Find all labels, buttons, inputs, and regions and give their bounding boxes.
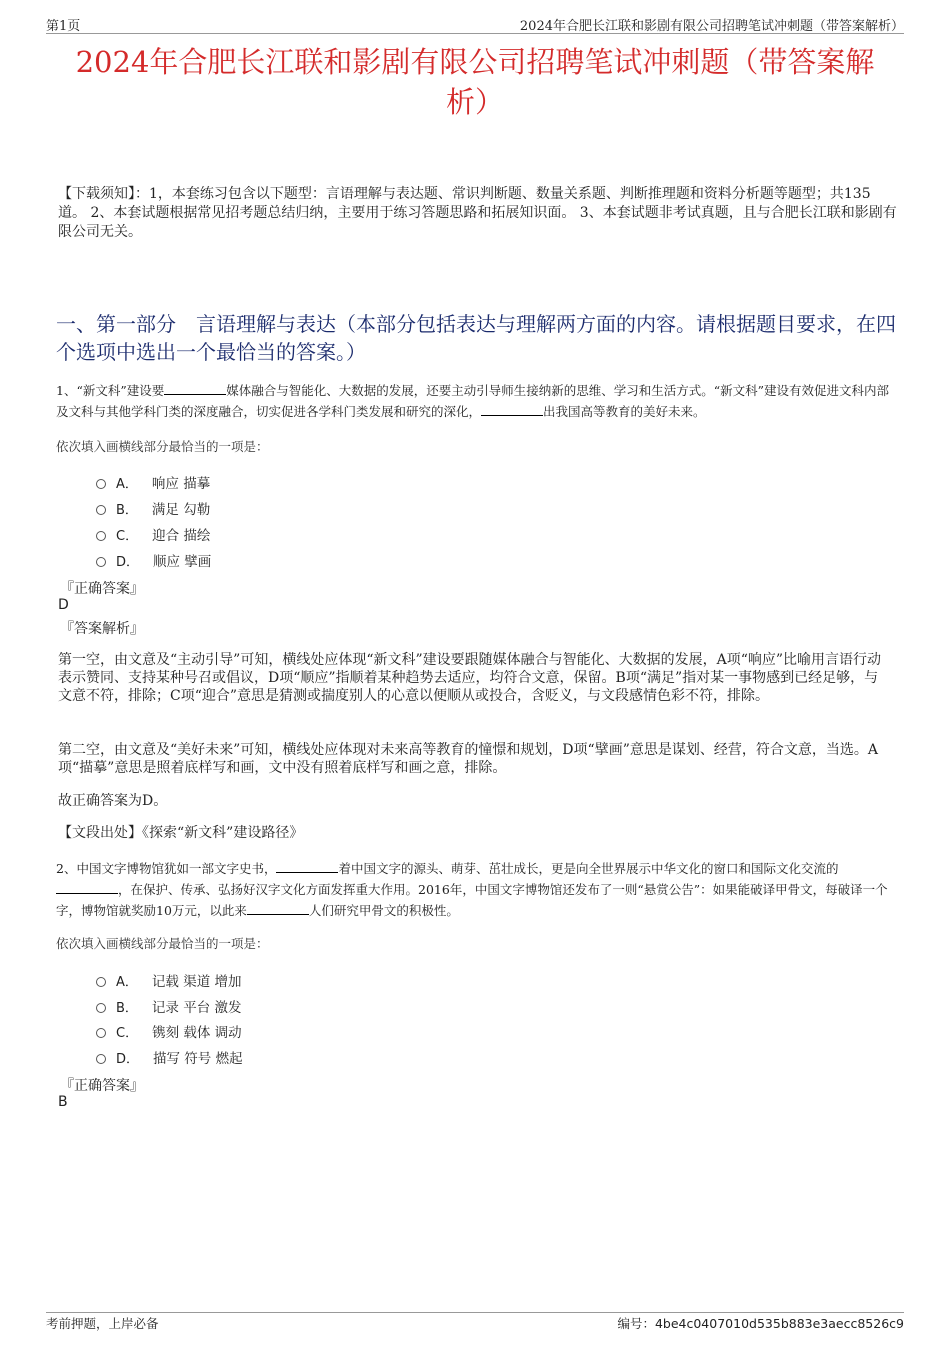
radio-icon[interactable] [96, 1054, 106, 1064]
q1-option-b[interactable] [96, 498, 210, 518]
option-letter: B． [116, 502, 138, 518]
q2-option-b[interactable] [96, 996, 242, 1016]
q2-blank-3 [247, 902, 309, 915]
q1-source: 【文段出处】《探索“新文科”建设路径》 [58, 825, 304, 841]
radio-icon[interactable] [96, 531, 106, 541]
option-letter: D． [116, 1051, 140, 1067]
q2-option-c[interactable] [96, 1021, 242, 1041]
option-text: 记载 渠道 增加 [151, 974, 242, 990]
q2-blank-1 [276, 860, 338, 873]
q1-option-d[interactable] [96, 550, 211, 570]
footer-code-label: 编号： [617, 1316, 655, 1331]
q2-option-d[interactable] [96, 1047, 243, 1067]
option-text: 镌刻 载体 调动 [152, 1025, 242, 1041]
q2-text-part-3: ，在保护、传承、弘扬好汉字文化方面发挥重大作用。2016年，中国文字博物馆还发布了一则“悬赏公告”：如果能破译甲骨文，每破译一个字，博物馆就奖励10万元，以此来 [56, 882, 888, 918]
q1-answer: D [58, 597, 69, 613]
q2-answer: B [58, 1094, 68, 1110]
q2-option-a[interactable] [96, 970, 242, 990]
option-text: 描写 符号 燃起 [153, 1051, 243, 1067]
header-divider [46, 33, 904, 34]
radio-icon[interactable] [96, 977, 106, 987]
q2-answer-label: 『正确答案』 [60, 1078, 144, 1094]
footer-code-value: 4be4c0407010d535b883e3aecc8526c9 [654, 1316, 904, 1331]
q2-text-part-1: 2、中国文字博物馆犹如一部文字史书， [56, 861, 277, 876]
option-text: 顺应 擘画 [153, 554, 212, 570]
title-line-1: 2024年合肥长江联和影剧有限公司招聘笔试冲刺题（带答案解 [75, 45, 875, 79]
footer-code [617, 1314, 904, 1332]
q2-text-part-4: 人们研究甲骨文的积极性。 [308, 903, 459, 918]
radio-icon[interactable] [96, 1003, 106, 1013]
q1-analysis-paragraph-2: 第二空，由文意及“美好未来”可知，横线处应体现对未来高等教育的憧憬和规划，D项“擘画”意思是谋划、经营，符合文意，当选。A项“描摹”意思是照着底样写和画，文中没有照着底样写和画之意，排除。 [58, 742, 878, 776]
option-letter: A． [116, 974, 138, 990]
radio-icon[interactable] [96, 1028, 106, 1038]
q1-text-part-2: 媒体融合与智能化、大数据的发展，还要主动引导师生接纳新的思维、学习和生活方式。“新文科”建设有效促进文科内部及文科与其他学科门类的深度融合，切实促进各学科门类发展和研究的深化， [56, 383, 890, 419]
title-line-2: 析） [445, 85, 504, 119]
footer-slogan: 考前押题，上岸必备 [46, 1316, 159, 1331]
q2-blank-2 [56, 881, 118, 894]
q2-prompt: 依次填入画横线部分最恰当的一项是： [56, 936, 269, 951]
radio-icon[interactable] [96, 479, 106, 489]
option-letter: C． [116, 1025, 139, 1041]
option-letter: D． [116, 554, 140, 570]
q1-blank-2 [481, 403, 543, 416]
option-letter: C． [116, 528, 139, 544]
download-notice: 【下载须知】：1，本套练习包含以下题型：言语理解与表达题、常识判断题、数量关系题、判断推理题和资料分析题等题型；共135道。 2、本套试题根据常见招考题总结归纳，主要用于练习答题思路和拓展知识面。 3、本套试题非考试真题，且与合肥长江联和影剧有限公司无关。 [58, 186, 897, 240]
q1-prompt: 依次填入画横线部分最恰当的一项是： [56, 439, 269, 454]
q1-analysis-label: 『答案解析』 [60, 621, 144, 637]
option-text: 记录 平台 激发 [151, 1000, 242, 1016]
footer-divider [46, 1312, 904, 1313]
q1-blank-1 [164, 382, 226, 395]
document-title [50, 42, 900, 122]
header-doc-title: 2024年合肥长江联和影剧有限公司招聘笔试冲刺题（带答案解析） [519, 19, 904, 34]
option-text: 迎合 描绘 [152, 528, 211, 544]
q1-conclusion: 故正确答案为D。 [58, 793, 168, 809]
q1-text-part-1: 1、“新文科”建设要 [56, 383, 165, 398]
section-heading: 一、第一部分 言语理解与表达（本部分包括表达与理解两方面的内容。请根据题目要求，在四个选项中选出一个最恰当的答案。） [56, 312, 896, 364]
option-letter: A． [116, 476, 138, 492]
q1-text-part-3: 出我国高等教育的美好未来。 [543, 404, 706, 419]
question-2-text [56, 858, 896, 921]
q2-text-part-2: 着中国文字的源头、萌芽、茁壮成长，更是向全世界展示中华文化的窗口和国际文化交流的 [338, 861, 839, 876]
option-text: 满足 勾勒 [151, 502, 211, 518]
radio-icon[interactable] [96, 557, 106, 567]
option-text: 响应 描摹 [151, 476, 211, 492]
question-1-text [56, 380, 896, 422]
q1-answer-label: 『正确答案』 [60, 581, 144, 597]
q1-analysis-paragraph-1: 第一空，由文意及“主动引导”可知，横线处应体现“新文科”建设要跟随媒体融合与智能化、大数据的发展，A项“响应”比喻用言语行动表示赞同、支持某种号召或倡议，D项“顺应”指顺着某种趋势去适应，均符合文意，保留。B项“满足”指对某一事物感到已经足够，与文意不符，排除；C项“迎合”意思是猜测或揣度别人的心意以便顺从或投合，含贬义，与文段感情色彩不符，排除。 [58, 652, 882, 704]
q1-option-a[interactable] [96, 472, 210, 492]
option-letter: B． [116, 1000, 138, 1016]
q1-option-c[interactable] [96, 524, 210, 544]
radio-icon[interactable] [96, 505, 106, 515]
page-number: 第1页 [46, 19, 81, 34]
